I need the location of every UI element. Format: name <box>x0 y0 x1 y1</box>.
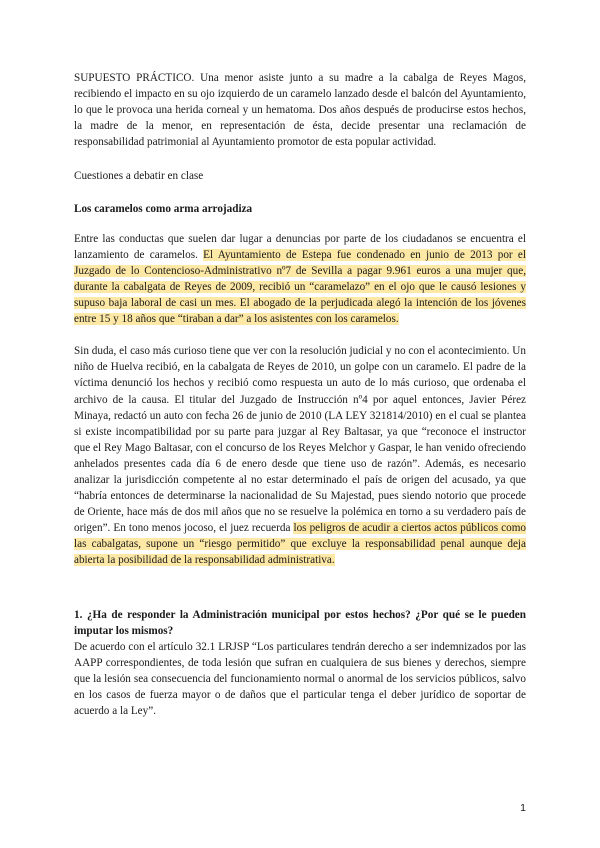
section-heading: Cuestiones a debatir en clase <box>74 170 204 183</box>
intro-paragraph: SUPUESTO PRÁCTICO. Una menor asiste junto a su madre a la cabalga de Reyes Magos, recibiendo el impacto en su ojo izquierdo de un caramelo lanzado desde el balcón del Ayuntamiento, lo que le provoca una herida corneal y un hematoma. Dos años después de producirse estos hechos, la madre de la menor, en representación de ésta, decide presentar una reclamación de responsabilidad patrimonial al Ayuntamiento promotor de esta popular actividad. <box>74 72 526 149</box>
page-content <box>74 70 526 719</box>
paragraph-estepa-highlight: El Ayuntamiento de Estepa fue condenado en junio de 2013 por el Juzgado de lo Contencioso-Administrativo nº7 de Sevilla a pagar 9.961 euros a una mujer que, durante la cabalgata de Reyes de 2009, recibió un “caramelazo” en el ojo que le causó lesiones y supuso baja laboral de casi un mes. El abogado de la perjudicada alegó la intención de los jóvenes entre 15 y 18 años que “tiraban a dar” a los asistentes con los caramelos. <box>74 248 526 326</box>
subsection-title: Los caramelos como arma arrojadiza <box>74 202 253 215</box>
question-1-title: 1. ¿Ha de responder la Administración municipal por estos hechos? ¿Por qué se le pueden imputar los mismos? <box>74 608 526 637</box>
paragraph-estepa-case <box>74 231 526 328</box>
paragraph-estepa-plain: Entre las conductas que suelen dar lugar a denuncias por parte de los ciudadanos se encuentra el lanzamiento de caramelos. <box>74 232 526 261</box>
paragraph-huelva-case <box>74 343 526 568</box>
page-number: 1 <box>520 802 526 814</box>
paragraph-huelva-plain: Sin duda, el caso más curioso tiene que ver con la resolución judicial y no con el acontecimiento. Un niño de Huelva recibió, en la cabalgata de Reyes de 2010, un golpe con un caramelo. El padre de la víctima denunció los hechos y recibió como respuesta un auto de lo más curioso, que ordenaba el archivo de la causa. El titular del Juzgado de Instrucción nº4 por aquel entonces, Javier Pérez Minaya, redactó un auto con fecha 26 de junio de 2010 (LA LEY 321814/2010) en el cual se plantea si existe incompatibilidad por su parte para juzgar al Rey Baltasar, ya que “reconoce el instructor que el Rey Mago Baltasar, con el concurso de los Reyes Melchor y Gaspar, le han venido ofreciendo anhelados presentes cada día 6 de enero desde que tiene uso de razón”. Además, es necesario analizar la jurisdicción competente al no estar determinado el país de origen del acusado, ya que “habría entonces de determinarse la nacionalidad de Su Majestad, pues siendo notorio que procede de Oriente, hace más de dos mil años que no se resuelve la polémica en torno a su verdadero país de origen”. En tono menos jocoso, el juez recuerda <box>74 345 526 535</box>
question-1-answer: De acuerdo con el artículo 32.1 LRJSP “Los particulares tendrán derecho a ser indemnizados por las AAPP correspondientes, de toda lesión que sufran en cualquiera de sus bienes y derechos, siempre que la lesión sea consecuencia del funcionamiento normal o anormal de los servicios públicos, salvo en los casos de fuerza mayor o de daños que el particular tenga el deber jurídico de soportar de acuerdo a la Ley”. <box>74 640 526 718</box>
paragraph-huelva-highlight: los peligros de acudir a ciertos actos públicos como las cabalgatas, supone un “riesgo permitido” que excluye la responsabilidad penal aunque deja abierta la posibilidad de la responsabilidad administrativa. <box>74 522 526 567</box>
